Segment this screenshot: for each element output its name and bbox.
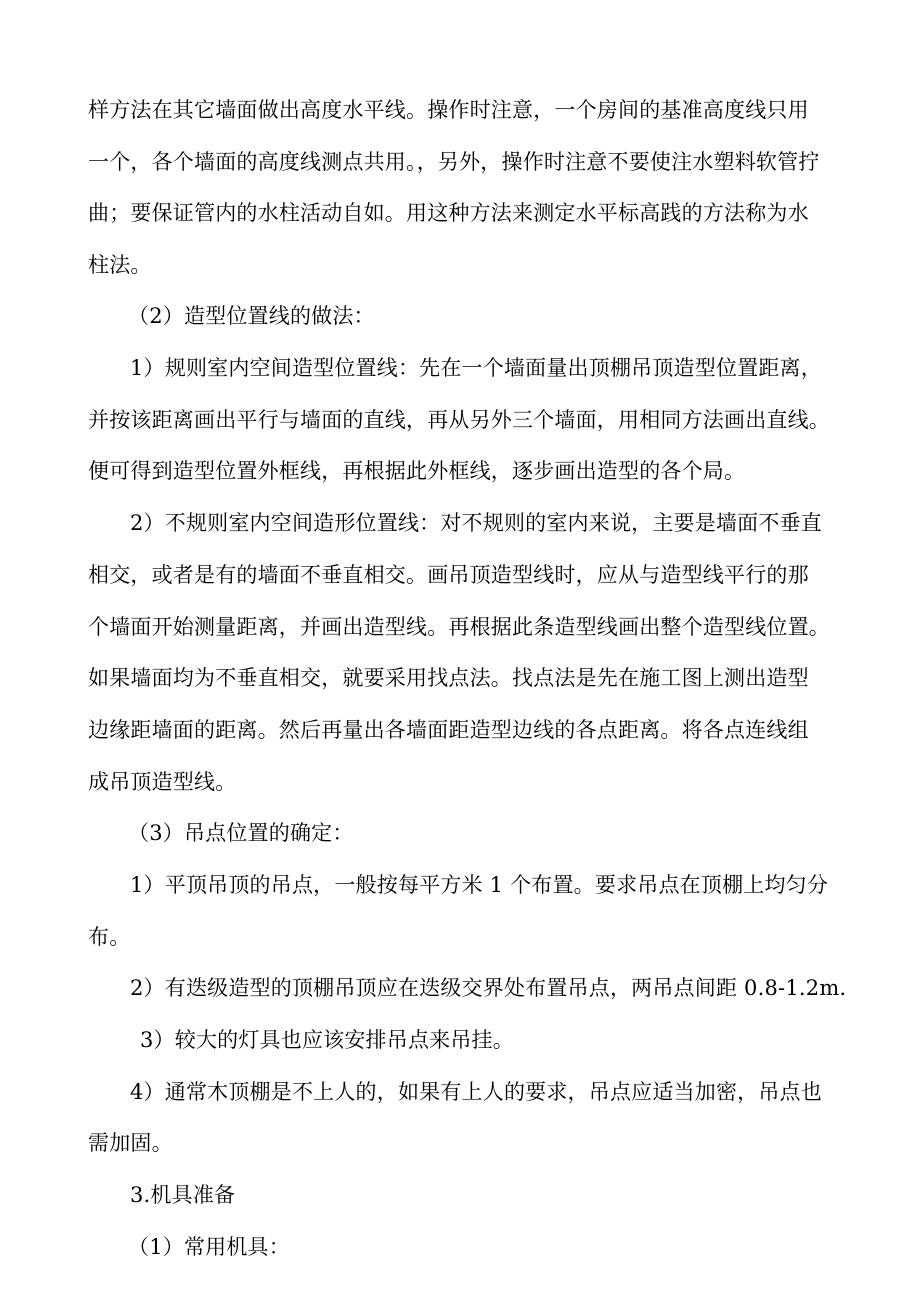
- paragraph-line: 一个，各个墙面的高度线测点共用。，另外，操作时注意不要使注水塑料软管拧: [88, 150, 820, 174]
- paragraph-line: 成吊顶造型线。: [88, 770, 237, 794]
- section-heading: （1）常用机具：: [128, 1235, 290, 1259]
- paragraph-line: 4）通常木顶棚是不上人的，如果有上人的要求，吊点应适当加密，吊点也: [130, 1080, 822, 1104]
- paragraph-line: 1）平顶吊顶的吊点，一般按每平方米 1 个布置。要求吊点在顶棚上均匀分: [130, 873, 829, 897]
- paragraph-line: 如果墙面均为不垂直相交，就要采用找点法。找点法是先在施工图上测出造型: [88, 666, 809, 690]
- paragraph-line: 样方法在其它墙面做出高度水平线。操作时注意，一个房间的基准高度线只用: [88, 98, 809, 122]
- paragraph-line: 曲；要保证管内的水柱活动自如。用这种方法来测定水平标高践的方法称为水: [88, 201, 809, 225]
- section-heading: （3）吊点位置的确定：: [128, 821, 354, 845]
- paragraph-line: 并按该距离画出平行与墙面的直线，再从另外三个墙面，用相同方法画出直线。: [88, 408, 830, 432]
- paragraph-line: 便可得到造型位置外框线，再根据此外框线，逐步画出造型的各个局。: [88, 459, 746, 483]
- paragraph-line: 2）有迭级造型的顶棚吊顶应在迭级交界处布置吊点，两吊点间距 0.8-1.2m.: [130, 976, 847, 1000]
- paragraph-line: 边缘距墙面的距离。然后再量出各墙面距造型边线的各点距离。将各点连线组: [88, 718, 809, 742]
- section-heading: 3.机具准备: [130, 1183, 236, 1207]
- paragraph-line: 需加固。: [88, 1131, 173, 1155]
- paragraph-line: 3）较大的灯具也应该安排吊点来吊挂。: [140, 1028, 514, 1052]
- paragraph-line: 2）不规则室内空间造形位置线：对不规则的室内来说，主要是墙面不垂直: [130, 511, 822, 535]
- section-heading: （2）造型位置线的做法：: [128, 304, 375, 328]
- paragraph-line: 柱法。: [88, 253, 152, 277]
- paragraph-line: 个墙面开始测量距离，并画出造型线。再根据此条造型线画出整个造型线位置。: [88, 615, 830, 639]
- paragraph-line: 布。: [88, 925, 131, 949]
- paragraph-line: 相交，或者是有的墙面不垂直相交。画吊顶造型线时，应从与造型线平行的那: [88, 563, 809, 587]
- paragraph-line: 1）规则室内空间造型位置线：先在一个墙面量出顶棚吊顶造型位置距离，: [130, 356, 822, 380]
